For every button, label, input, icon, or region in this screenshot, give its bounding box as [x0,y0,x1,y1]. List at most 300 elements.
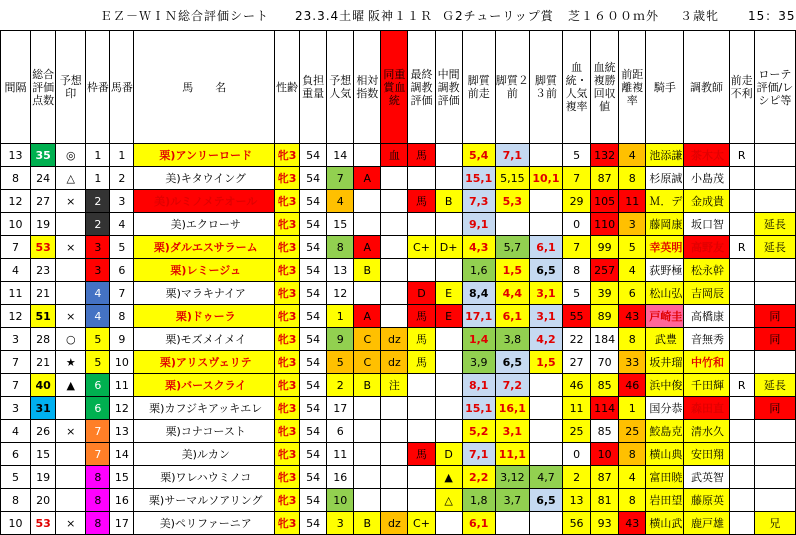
waku-cell: 4 [86,305,110,328]
pace-2-cell: 1,5 [495,259,529,282]
waku-cell: 7 [86,420,110,443]
popularity-cell: 8 [327,236,354,259]
mark-cell: ◎ [56,144,86,167]
prev-disadvantage-cell: R [729,374,754,397]
waku-cell: 6 [86,397,110,420]
horse-name-cell: 栗)サーマルソアリング [134,489,275,512]
pace-prev-cell: 8,4 [462,282,495,305]
jockey-cell: 鮫島克 [646,420,684,443]
bloodline-cell: 注 [381,374,408,397]
horse-name-cell: 美)ペリファーニア [134,512,275,535]
weight-cell: 54 [300,420,327,443]
distance-rate-cell: 4 [619,259,646,282]
blood-recovery-cell: 39 [591,282,619,305]
weight-cell: 54 [300,236,327,259]
distance-rate-cell: 3 [619,213,646,236]
race-date: 23.3.4土曜 [295,9,366,23]
pace-prev-cell: 5,4 [462,144,495,167]
weight-cell: 54 [300,167,327,190]
relative-index-cell [354,144,381,167]
trainer-cell: 金成貴 [684,190,729,213]
score-cell: 51 [31,305,56,328]
weight-cell: 54 [300,512,327,535]
horse-name-cell: 栗)バースクライ [134,374,275,397]
rotation-cell [754,489,795,512]
umaban-cell: 17 [110,512,134,535]
interval-cell: 7 [1,374,31,397]
horse-name-cell: 栗)ダルエスサラーム [134,236,275,259]
relative-index-cell: B [354,259,381,282]
umaban-cell: 11 [110,374,134,397]
blood-recovery-cell: 70 [591,351,619,374]
pace-3-cell [529,374,562,397]
pace-3-cell: 3,1 [529,305,562,328]
pace-2-cell: 5,7 [495,236,529,259]
blood-popularity-cell: 22 [563,328,591,351]
col-blood-recovery: 血統複勝回収値 [591,31,619,144]
mark-cell: × [56,420,86,443]
pace-2-cell: 5,3 [495,190,529,213]
pace-prev-cell: 7,3 [462,190,495,213]
pace-3-cell [529,190,562,213]
mid-training-cell: △ [435,489,462,512]
blood-recovery-cell: 10 [591,443,619,466]
mid-training-cell [435,351,462,374]
interval-cell: 12 [1,305,31,328]
umaban-cell: 7 [110,282,134,305]
final-training-cell: 馬 [408,190,435,213]
col-jockey: 騎手 [646,31,684,144]
mid-training-cell: B [435,190,462,213]
interval-cell: 5 [1,466,31,489]
trainer-cell: 音無秀 [684,328,729,351]
col-prev-disadvantage: 前走不利 [729,31,754,144]
mid-training-cell [435,144,462,167]
blood-recovery-cell: 87 [591,167,619,190]
table-row [1,213,796,236]
horse-name-cell: 美)ルカン [134,443,275,466]
pace-prev-cell: 1,8 [462,489,495,512]
sex-age-cell: 牝3 [274,420,299,443]
bloodline-cell [381,397,408,420]
col-pace-prev: 脚質前走 [462,31,495,144]
table-row [1,374,796,397]
pace-2-cell: 3,7 [495,489,529,512]
relative-index-cell [354,420,381,443]
relative-index-cell: B [354,374,381,397]
blood-popularity-cell: 46 [563,374,591,397]
prev-disadvantage-cell [729,466,754,489]
header-row [1,31,796,144]
pace-3-cell: 4,7 [529,466,562,489]
table-row [1,420,796,443]
mid-training-cell [435,420,462,443]
umaban-cell: 15 [110,466,134,489]
table-row [1,144,796,167]
popularity-cell: 9 [327,328,354,351]
umaban-cell: 3 [110,190,134,213]
waku-cell: 5 [86,328,110,351]
pace-prev-cell: 3,9 [462,351,495,374]
blood-popularity-cell: 7 [563,167,591,190]
pace-prev-cell: 17,1 [462,305,495,328]
score-cell: 28 [31,328,56,351]
interval-cell: 8 [1,167,31,190]
pace-prev-cell: 15,1 [462,397,495,420]
col-mid-training: 中間調教評価 [435,31,462,144]
blood-recovery-cell: 99 [591,236,619,259]
umaban-cell: 16 [110,489,134,512]
interval-cell: 3 [1,328,31,351]
distance-rate-cell: 43 [619,305,646,328]
popularity-cell: 7 [327,167,354,190]
interval-cell: 11 [1,282,31,305]
final-training-cell [408,259,435,282]
score-cell: 35 [31,144,56,167]
pace-prev-cell: 15,1 [462,167,495,190]
popularity-cell: 10 [327,489,354,512]
final-training-cell: 馬 [408,305,435,328]
score-cell: 23 [31,259,56,282]
mark-cell [56,213,86,236]
blood-popularity-cell: 5 [563,144,591,167]
mark-cell [56,443,86,466]
trainer-cell: 武英智 [684,466,729,489]
pace-3-cell: 3,1 [529,282,562,305]
mid-training-cell [435,397,462,420]
waku-cell: 1 [86,144,110,167]
race-time: 15：35 [748,9,796,23]
pace-2-cell: 6,1 [495,305,529,328]
col-pace-3: 脚質３前 [529,31,562,144]
col-blood-popularity: 血統・人気複率 [563,31,591,144]
col-interval: 間隔 [1,31,31,144]
distance-rate-cell: 6 [619,282,646,305]
prev-disadvantage-cell [729,213,754,236]
prev-disadvantage-cell [729,282,754,305]
blood-recovery-cell: 81 [591,489,619,512]
table-row [1,512,796,535]
popularity-cell: 13 [327,259,354,282]
jockey-cell: 戸崎圭 [646,305,684,328]
pace-3-cell [529,420,562,443]
prev-disadvantage-cell [729,259,754,282]
sheet-title: ＥＺ－ＷＩＮ総合評価シート [100,9,270,23]
final-training-cell [408,489,435,512]
blood-recovery-cell: 85 [591,420,619,443]
blood-popularity-cell: 2 [563,466,591,489]
prev-disadvantage-cell [729,167,754,190]
table-row [1,282,796,305]
distance-rate-cell: 11 [619,190,646,213]
prev-disadvantage-cell [729,443,754,466]
rotation-cell [754,190,795,213]
bloodline-cell: dz [381,512,408,535]
rotation-cell: 延長 [754,374,795,397]
score-cell: 24 [31,167,56,190]
trainer-cell: 清水久 [684,420,729,443]
trainer-cell: 千田輝 [684,374,729,397]
interval-cell: 7 [1,236,31,259]
sex-age-cell: 牝3 [274,213,299,236]
horse-name-cell: 美)ルミノメテオール [134,190,275,213]
bloodline-cell [381,259,408,282]
col-distance-rate: 前距離複率 [619,31,646,144]
table-body [1,144,796,535]
rotation-cell: 延長 [754,213,795,236]
mark-cell [56,282,86,305]
sex-age-cell: 牝3 [274,443,299,466]
bloodline-cell [381,305,408,328]
blood-recovery-cell: 110 [591,213,619,236]
mid-training-cell: ▲ [435,466,462,489]
distance-rate-cell: 46 [619,374,646,397]
sex-age-cell: 牝3 [274,512,299,535]
blood-popularity-cell: 27 [563,351,591,374]
horse-name-cell: 栗)アリスヴェリテ [134,351,275,374]
jockey-cell: 藤岡康 [646,213,684,236]
final-training-cell [408,213,435,236]
interval-cell: 10 [1,213,31,236]
trainer-cell: 松永幹 [684,259,729,282]
score-cell: 27 [31,190,56,213]
mark-cell: ○ [56,328,86,351]
col-relative-index: 相対指数 [354,31,381,144]
blood-popularity-cell: 56 [563,512,591,535]
mark-cell: ▲ [56,374,86,397]
umaban-cell: 12 [110,397,134,420]
prev-disadvantage-cell: R [729,236,754,259]
rotation-cell [754,144,795,167]
blood-popularity-cell: 13 [563,489,591,512]
mark-cell [56,489,86,512]
relative-index-cell: A [354,236,381,259]
popularity-cell: 16 [327,466,354,489]
col-final-training: 最終調教評価 [408,31,435,144]
popularity-cell: 11 [327,443,354,466]
pace-2-cell: 11,1 [495,443,529,466]
score-cell: 20 [31,489,56,512]
pace-3-cell: 6,5 [529,259,562,282]
horse-name-cell: 栗)アンリーロード [134,144,275,167]
pace-prev-cell: 1,4 [462,328,495,351]
jockey-cell: 横山武 [646,512,684,535]
jockey-cell: 池添謙 [646,144,684,167]
pace-prev-cell: 1,6 [462,259,495,282]
horse-name-cell: 栗)ドゥーラ [134,305,275,328]
weight-cell: 54 [300,443,327,466]
horse-name-cell: 栗)コナコースト [134,420,275,443]
distance-rate-cell: 8 [619,328,646,351]
pace-3-cell: 10,1 [529,167,562,190]
waku-cell: 8 [86,466,110,489]
waku-cell: 8 [86,489,110,512]
relative-index-cell [354,397,381,420]
prev-disadvantage-cell [729,397,754,420]
final-training-cell: D [408,282,435,305]
waku-cell: 5 [86,351,110,374]
mid-training-cell [435,328,462,351]
sex-age-cell: 牝3 [274,489,299,512]
bloodline-cell [381,282,408,305]
waku-cell: 8 [86,512,110,535]
table-row [1,466,796,489]
bloodline-cell [381,466,408,489]
umaban-cell: 10 [110,351,134,374]
mid-training-cell [435,374,462,397]
pace-3-cell: 6,5 [529,489,562,512]
pace-2-cell: 7,2 [495,374,529,397]
waku-cell: 7 [86,443,110,466]
score-cell: 15 [31,443,56,466]
weight-cell: 54 [300,374,327,397]
blood-popularity-cell: 55 [563,305,591,328]
col-rotation: ローテ評価/レシピ等 [754,31,795,144]
waku-cell: 1 [86,167,110,190]
pace-2-cell: 3,12 [495,466,529,489]
prev-disadvantage-cell [729,328,754,351]
pace-3-cell [529,397,562,420]
umaban-cell: 2 [110,167,134,190]
blood-popularity-cell: 7 [563,236,591,259]
pace-3-cell: 6,1 [529,236,562,259]
umaban-cell: 13 [110,420,134,443]
score-cell: 53 [31,236,56,259]
horse-name-cell: 栗)ワレハウミノコ [134,466,275,489]
distance-rate-cell: 33 [619,351,646,374]
evaluation-table [0,30,796,535]
weight-cell: 54 [300,305,327,328]
pace-3-cell: 4,2 [529,328,562,351]
relative-index-cell [354,190,381,213]
blood-recovery-cell: 93 [591,512,619,535]
mid-training-cell [435,167,462,190]
distance-rate-cell: 8 [619,167,646,190]
pace-2-cell: 3,1 [495,420,529,443]
prev-disadvantage-cell [729,512,754,535]
trainer-cell: 坂口智 [684,213,729,236]
trainer-cell: 高野友 [684,236,729,259]
blood-recovery-cell: 132 [591,144,619,167]
mid-training-cell [435,213,462,236]
mid-training-cell: D [435,443,462,466]
blood-recovery-cell: 105 [591,190,619,213]
score-cell: 21 [31,351,56,374]
relative-index-cell: B [354,512,381,535]
mark-cell: × [56,236,86,259]
bloodline-cell [381,489,408,512]
bloodline-cell [381,420,408,443]
blood-popularity-cell: 8 [563,259,591,282]
pace-2-cell: 5,15 [495,167,529,190]
bloodline-cell [381,213,408,236]
distance-rate-cell: 4 [619,144,646,167]
sex-age-cell: 牝3 [274,144,299,167]
pace-3-cell [529,144,562,167]
mark-cell [56,466,86,489]
blood-recovery-cell: 87 [591,466,619,489]
interval-cell: 4 [1,420,31,443]
col-score: 総合評価点数 [31,31,56,144]
pace-prev-cell: 7,1 [462,443,495,466]
pace-prev-cell: 8,1 [462,374,495,397]
sex-age-cell: 牝3 [274,236,299,259]
mark-cell: × [56,512,86,535]
trainer-cell: 茶木太 [684,144,729,167]
pace-2-cell [495,512,529,535]
weight-cell: 54 [300,328,327,351]
trainer-cell: 鹿戸雄 [684,512,729,535]
interval-cell: 10 [1,512,31,535]
weight-cell: 54 [300,351,327,374]
blood-popularity-cell: 0 [563,443,591,466]
blood-recovery-cell: 85 [591,374,619,397]
sex-age-cell: 牝3 [274,328,299,351]
final-training-cell: 馬 [408,328,435,351]
umaban-cell: 4 [110,213,134,236]
interval-cell: 13 [1,144,31,167]
jockey-cell: 武豊 [646,328,684,351]
table-row [1,167,796,190]
final-training-cell: C+ [408,236,435,259]
weight-cell: 54 [300,190,327,213]
mark-cell: × [56,190,86,213]
race-class: ３歳牝 [680,9,720,23]
table-row [1,397,796,420]
blood-popularity-cell: 29 [563,190,591,213]
interval-cell: 6 [1,443,31,466]
rotation-cell [754,466,795,489]
relative-index-cell: A [354,167,381,190]
popularity-cell: 12 [327,282,354,305]
trainer-cell: 中竹和 [684,351,729,374]
relative-index-cell: C [354,328,381,351]
final-training-cell [408,167,435,190]
popularity-cell: 2 [327,374,354,397]
col-bloodline: 同重賞血統 [381,31,408,144]
trainer-cell: 小島茂 [684,167,729,190]
blood-popularity-cell: 25 [563,420,591,443]
interval-cell: 7 [1,351,31,374]
sex-age-cell: 牝3 [274,374,299,397]
table-row [1,305,796,328]
col-weight: 負担重量 [300,31,327,144]
blood-popularity-cell: 11 [563,397,591,420]
prev-disadvantage-cell [729,351,754,374]
horse-name-cell: 栗)マラキナイア [134,282,275,305]
bloodline-cell: dz [381,328,408,351]
jockey-cell: 富田暁 [646,466,684,489]
trainer-cell: 藤原英 [684,489,729,512]
rotation-cell: 兄 [754,512,795,535]
blood-recovery-cell: 89 [591,305,619,328]
weight-cell: 54 [300,489,327,512]
relative-index-cell [354,489,381,512]
blood-recovery-cell: 184 [591,328,619,351]
horse-name-cell: 美)キタウイング [134,167,275,190]
col-sex-age: 性齢 [274,31,299,144]
distance-rate-cell: 5 [619,236,646,259]
sex-age-cell: 牝3 [274,397,299,420]
bloodline-cell: dz [381,351,408,374]
trainer-cell: 高橋康 [684,305,729,328]
mid-training-cell: E [435,305,462,328]
popularity-cell: 1 [327,305,354,328]
distance-rate-cell: 25 [619,420,646,443]
waku-cell: 2 [86,190,110,213]
col-waku: 枠番 [86,31,110,144]
blood-recovery-cell: 114 [591,397,619,420]
